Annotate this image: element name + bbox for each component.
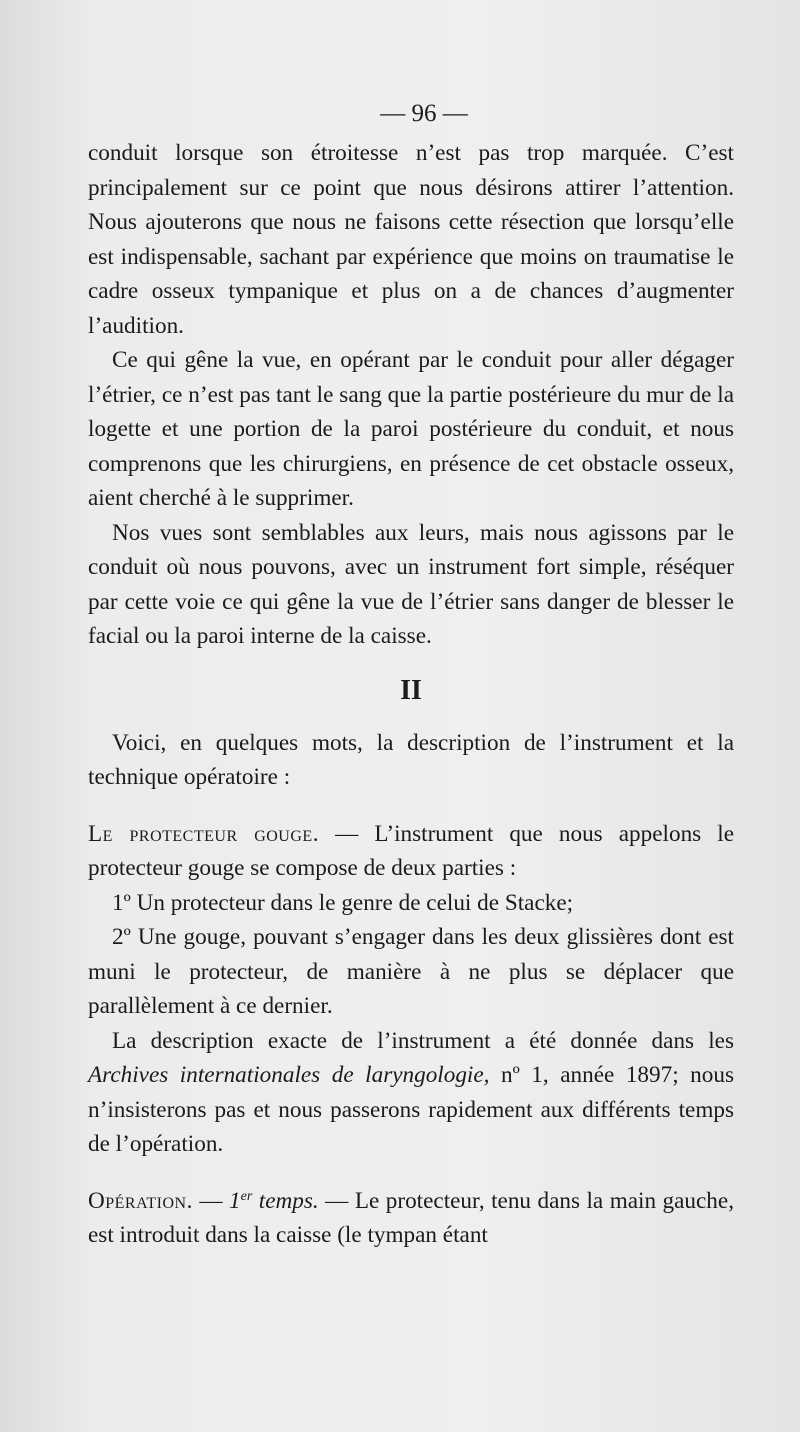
step-ordinal-suffix: er: [240, 1188, 253, 1204]
text-block: [88, 92, 734, 1253]
section-label-protecteur-gouge: Le protecteur gouge.: [88, 820, 319, 847]
paragraph-2: Ce qui gêne la vue, en opérant par le conduit pour aller dégager l’étrier, ce n’est pas tant le sang que la partie postérieure du mur de la logette et une portion de la paroi postérieure du conduit, et nous comprenons que les chirurgiens, en présence de cet obstacle osseux, aient cherché à le supprimer.: [88, 347, 734, 511]
list-item-1: 1º Un protecteur dans le genre de celui de Stacke;: [112, 889, 574, 916]
section-heading: II: [400, 674, 422, 706]
page-number: — 96 —: [380, 100, 468, 127]
paragraph-5: [88, 817, 734, 886]
paragraph-1: conduit lorsque son étroitesse n’est pas trop marquée. C’est principalement sur ce point que nous désirons attirer l’attention. Nous ajouterons que nous ne faisons cette résection que lorsqu’elle est indispensable, sachant par expérience que moins on traumatise le cadre osseux tympanique et plus on a de chances d’augmenter l’audition.: [88, 140, 734, 339]
step-number: 1: [229, 1187, 241, 1214]
paragraph-6: [88, 1024, 734, 1162]
section-label-operation: Opération.: [88, 1187, 193, 1214]
paragraph-7: [88, 1184, 734, 1253]
list-item-2: 2º Une gouge, pouvant s’engager dans les deux glissières dont est muni le protecteur, de manière à ne plus se déplacer que parallèlement à ce dernier.: [88, 924, 734, 1019]
paragraph-7-text: — Le protecteur, tenu dans la main gauche, est introduit dans la caisse (le tympan étant: [88, 1187, 734, 1248]
dash: —: [192, 1187, 230, 1214]
paragraph-6-before: La description exacte de l’instrument a été donnée dans les: [112, 1027, 734, 1054]
paragraph-6-after: nº 1, année 1897; nous n’insisterons pas et nous passerons rapidement aux différents temps de l’opération.: [88, 1062, 734, 1157]
paragraph-5-text: — L’instrument que nous appelons le protecteur gouge se compose de deux parties :: [88, 820, 735, 881]
paragraph-3: Nos vues sont semblables aux leurs, mais nous agissons par le conduit où nous pouvons, avec un instrument fort simple, réséquer par cette voie ce qui gêne la vue de l’étrier sans danger de blesser le facial ou la paroi interne de la caisse.: [88, 519, 734, 649]
step-word: temps.: [252, 1187, 319, 1214]
step-label: [229, 1188, 319, 1214]
paragraph-4: Voici, en quelques mots, la description de l’instrument et la technique opératoire :: [88, 729, 734, 790]
journal-title: Archives internationales de laryngologie,: [88, 1062, 490, 1088]
